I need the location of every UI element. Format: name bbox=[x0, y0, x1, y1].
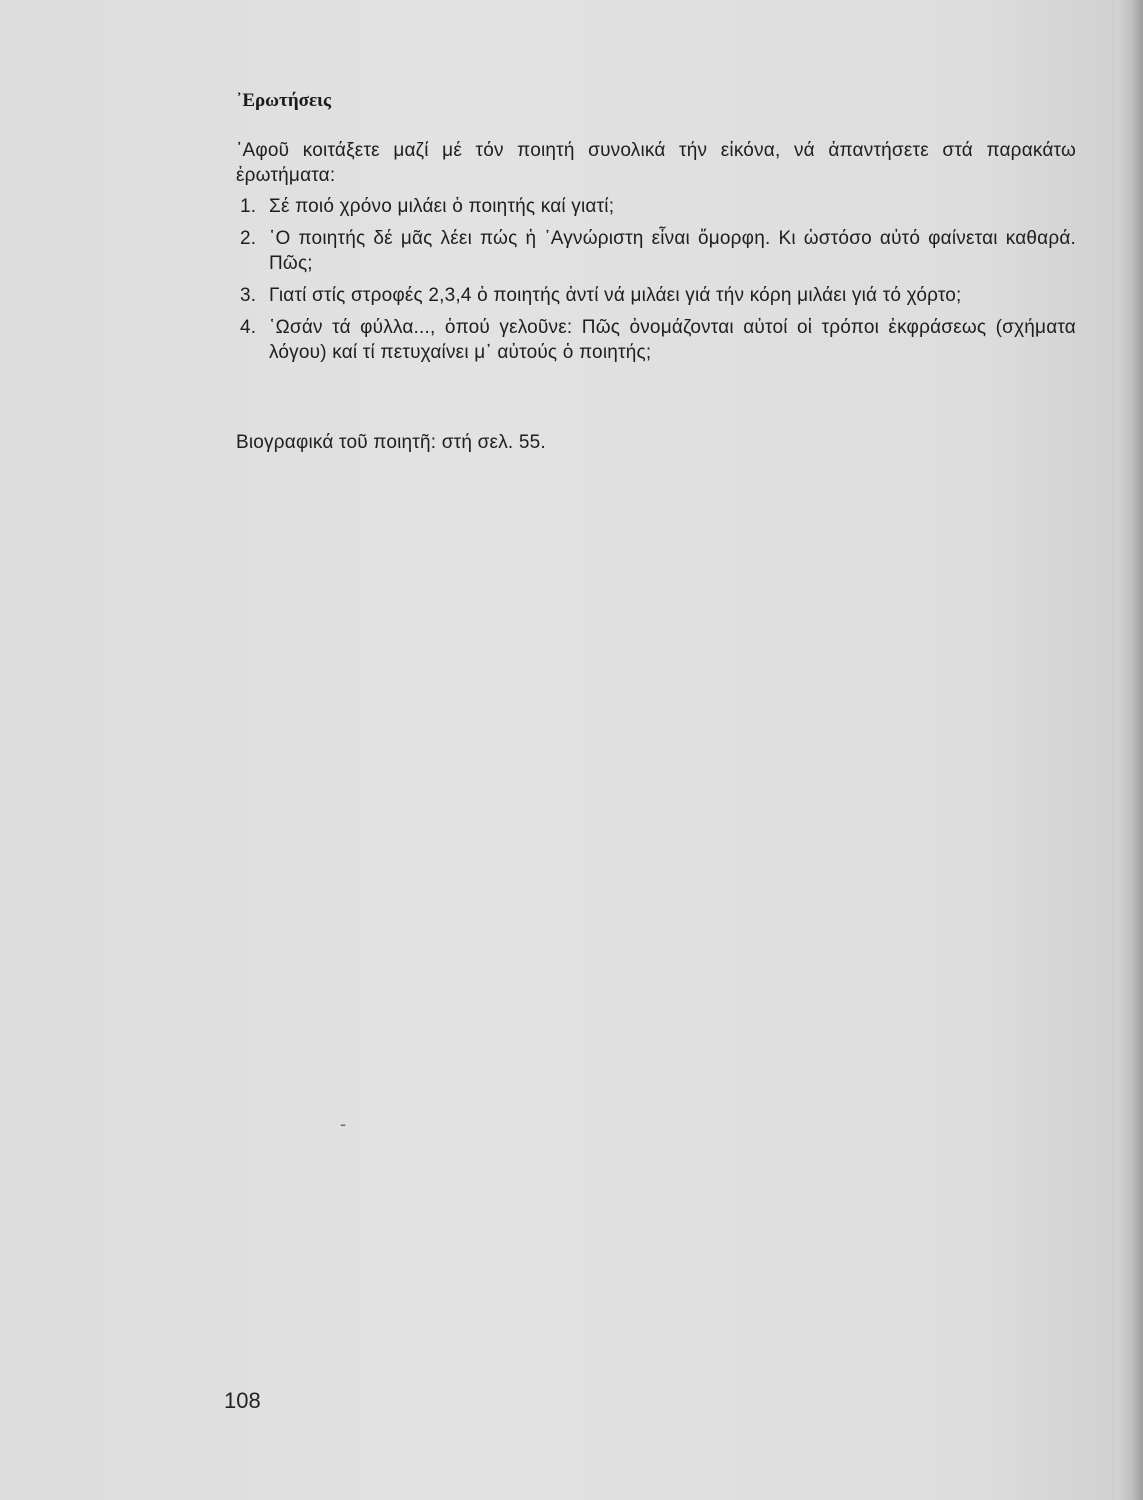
intro-paragraph: ᾿Αφοῦ κοιτάξετε μαζί μέ τόν ποιητή συνολικά τήν εἰκόνα, νά ἀπαντήσετε στά παρακάτω ἐρωτήματα: bbox=[236, 140, 1076, 186]
page-number: 108 bbox=[224, 1388, 261, 1413]
stray-mark: - bbox=[340, 1114, 346, 1134]
question-number: 4. bbox=[240, 317, 257, 338]
question-number: 2. bbox=[240, 228, 257, 249]
question-text: Σέ ποιό χρόνο μιλάει ὁ ποιητής καί γιατί; bbox=[269, 196, 615, 217]
biography-reference: Βιογραφικά τοῦ ποιητῆ: στή σελ. 55. bbox=[236, 432, 546, 453]
page-edge-shadow bbox=[1115, 0, 1143, 1500]
question-text: ῾Ο ποιητής δέ μᾶς λέει πώς ἡ ᾿Αγνώριστη εἶναι ὄμορφη. Κι ὡστόσο αὐτό φαίνεται καθαρά. Πῶς; bbox=[269, 228, 1076, 274]
question-number: 3. bbox=[240, 285, 257, 306]
question-item bbox=[236, 283, 1076, 308]
question-number: 1. bbox=[240, 196, 257, 217]
question-list bbox=[236, 194, 1076, 372]
question-item bbox=[236, 315, 1076, 365]
question-text: Γιατί στίς στροφές 2,3,4 ὁ ποιητής ἀντί νά μιλάει γιά τήν κόρη μιλάει γιά τό χόρτο; bbox=[269, 285, 962, 306]
question-text: ῾Ωσάν τά φύλλα..., ὁπού γελοῦνε: Πῶς ὀνομάζονται αὐτοί οἱ τρόποι ἐκφράσεως (σχήματα λόγου) καί τί πετυχαίνει μ᾿ αὐτούς ὁ ποιητής; bbox=[269, 317, 1076, 363]
question-item bbox=[236, 226, 1076, 276]
question-item bbox=[236, 194, 1076, 219]
section-heading: ᾿Ερωτήσεις bbox=[236, 90, 331, 111]
